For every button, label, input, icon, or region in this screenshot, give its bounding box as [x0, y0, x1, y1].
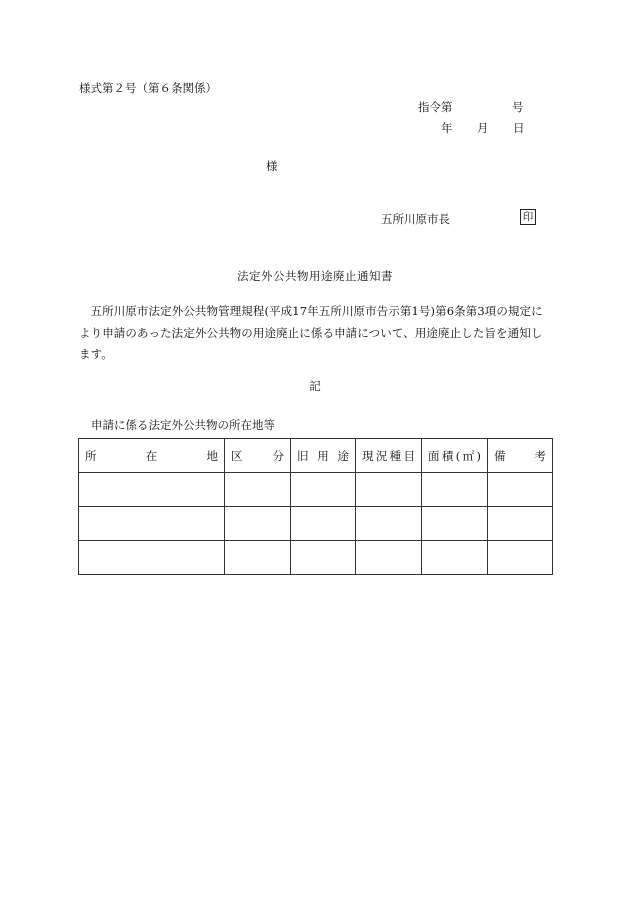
- header-category: 区分: [225, 439, 291, 473]
- year-label: 年: [441, 121, 453, 135]
- body-paragraph: 五所川原市法定外公共物管理規程(平成17年五所川原市告示第1号)第6条第3項の規定により申請のあった法定外公共物の用途廃止に係る申請について、用途廃止した旨を通知します。: [79, 304, 543, 361]
- header-remarks: 備考: [488, 439, 553, 473]
- table-cell: [488, 541, 553, 575]
- table-header-row: [79, 439, 553, 473]
- day-label: 日: [513, 121, 525, 135]
- table-row: [79, 541, 553, 575]
- table-row: [79, 473, 553, 507]
- order-number-line: [418, 99, 524, 115]
- date-line: [441, 120, 525, 136]
- table-cell: [291, 507, 356, 541]
- table-cell: [79, 473, 225, 507]
- seal-text: 印: [522, 211, 534, 223]
- table-cell: [356, 541, 422, 575]
- table-row: [79, 507, 553, 541]
- month-label: 月: [477, 121, 489, 135]
- table-cell: [291, 473, 356, 507]
- header-location: 所在地: [79, 439, 225, 473]
- table-cell: [356, 473, 422, 507]
- table-cell: [422, 473, 488, 507]
- order-suffix: 号: [512, 100, 524, 114]
- table-cell: [356, 507, 422, 541]
- header-area: 面積(㎡): [422, 439, 488, 473]
- issuer-title: 五所川原市長: [381, 212, 450, 226]
- ki-heading: 記: [309, 379, 321, 393]
- table-cell: [225, 507, 291, 541]
- seal-mark: [520, 209, 536, 225]
- document-title: 法定外公共物用途廃止通知書: [237, 269, 393, 283]
- table-cell: [79, 541, 225, 575]
- form-number: 様式第２号（第６条関係）: [79, 81, 217, 95]
- addressee-suffix: 様: [266, 159, 278, 173]
- table-cell: [79, 507, 225, 541]
- table-cell: [225, 541, 291, 575]
- location-table: [78, 438, 553, 575]
- table-cell: [291, 541, 356, 575]
- table-caption: 申請に係る法定外公共物の所在地等: [91, 418, 275, 432]
- table-cell: [422, 507, 488, 541]
- header-current-type: 現況種目: [356, 439, 422, 473]
- table-cell: [422, 541, 488, 575]
- table-cell: [488, 473, 553, 507]
- header-former-use: 旧用途: [291, 439, 356, 473]
- table-cell: [488, 507, 553, 541]
- order-label: 指令第: [418, 100, 453, 114]
- table-cell: [225, 473, 291, 507]
